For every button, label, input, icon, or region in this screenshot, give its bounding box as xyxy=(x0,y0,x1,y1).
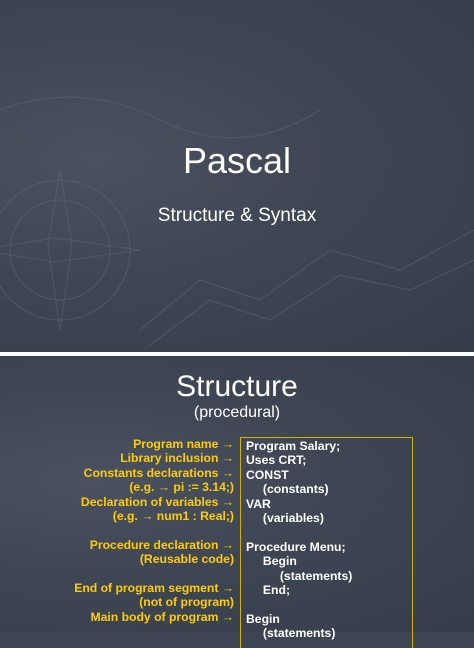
code-line: (constants) xyxy=(246,482,329,497)
code-line: Begin xyxy=(246,554,297,569)
code-listing xyxy=(246,439,352,640)
slide-subtitle: (procedural) xyxy=(193,404,281,421)
structure-labels xyxy=(0,437,234,638)
label-spacer xyxy=(0,624,234,638)
slide-title: Structure xyxy=(176,370,298,403)
label-main-body: Main body of program → xyxy=(90,609,234,624)
code-line: Uses CRT; xyxy=(246,453,307,468)
code-line: VAR xyxy=(246,496,271,511)
label-constants-example: (e.g. → pi := 3.14;) xyxy=(129,480,234,495)
label-variables-example: (e.g. → num1 : Real;) xyxy=(112,508,234,523)
code-line: Program Salary; xyxy=(246,439,341,453)
code-line: (variables) xyxy=(246,510,324,525)
label-library-inclusion: Library inclusion → xyxy=(120,451,234,466)
label-spacer xyxy=(0,523,234,537)
slide-title: Pascal xyxy=(182,140,292,181)
code-line: CONST xyxy=(246,467,289,482)
label-variables-declaration: Declaration of variables → xyxy=(80,494,234,509)
label-end-of-segment: End of program segment → xyxy=(74,580,234,595)
code-line: Begin xyxy=(246,611,280,626)
label-reusable-code: (Reusable code) xyxy=(139,552,234,567)
code-line: (statements) xyxy=(246,568,353,583)
label-not-of-program: (not of program) xyxy=(139,595,234,610)
label-constants-declarations: Constants declarations → xyxy=(83,465,234,480)
slide-subtitle: Structure & Syntax xyxy=(157,205,317,226)
label-program-name: Program name → xyxy=(133,437,234,451)
code-line: End; xyxy=(246,582,291,597)
code-line xyxy=(246,525,352,539)
code-line xyxy=(246,597,352,611)
label-procedure-declaration: Procedure declaration → xyxy=(89,537,234,552)
code-line: Procedure Menu; xyxy=(246,539,346,554)
code-box xyxy=(240,437,413,648)
code-line: (statements) xyxy=(246,626,336,641)
label-spacer xyxy=(0,567,234,581)
structure-slide xyxy=(0,356,474,641)
